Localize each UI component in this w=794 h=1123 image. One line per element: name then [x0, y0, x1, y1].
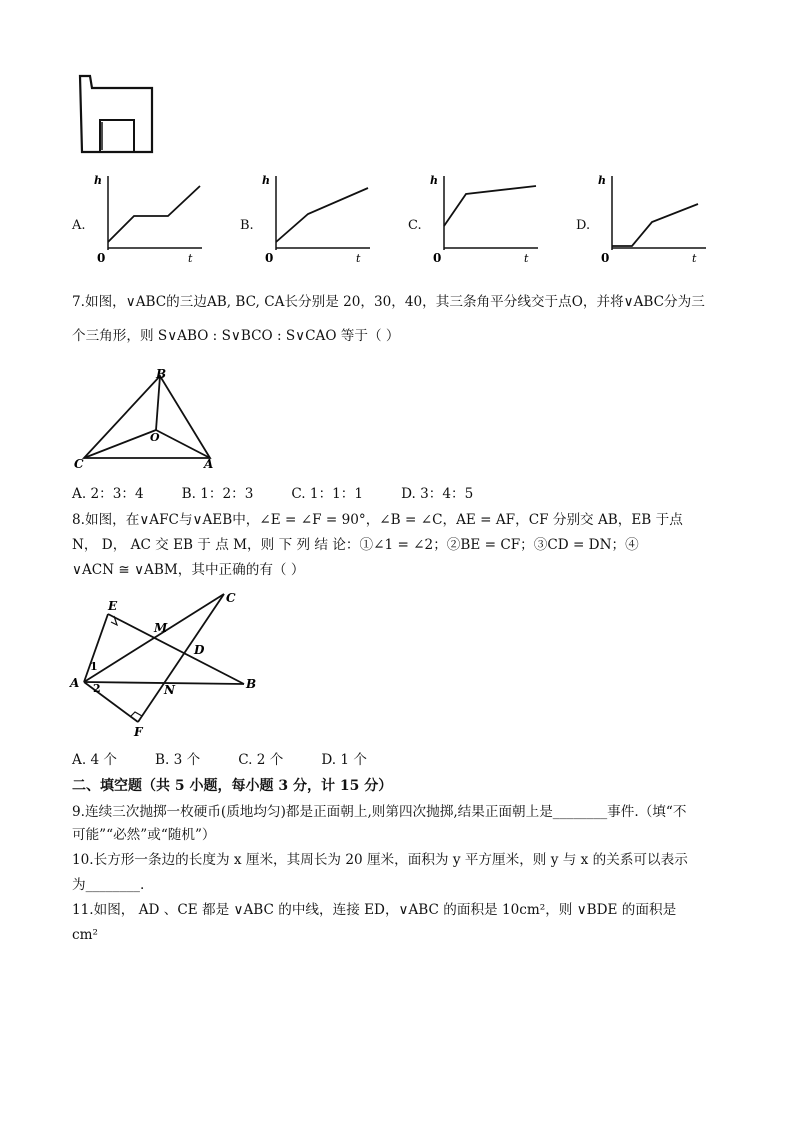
q8-line-3: ∨ACN ≅ ∨ABM，其中正确的有（ ） — [72, 562, 305, 578]
q8-line-2: N， D， AC 交 EB 于 点 M，则 下 列 结 论：①∠1 = ∠2；②BE = CF；③CD = DN；④ — [72, 537, 639, 553]
graph-a — [90, 170, 210, 265]
q8-choices — [72, 750, 405, 770]
label-f: F — [134, 725, 143, 739]
label-c: C — [74, 457, 84, 471]
axis-h-label: h — [262, 174, 270, 187]
option-d-label: D. — [576, 218, 591, 233]
q11-line-1: 11.如图， AD 、CE 都是 ∨ABC 的中线，连接 ED，∨ABC 的面积是 10cm²，则 ∨BDE 的面积是 — [72, 902, 677, 918]
axis-h-label: h — [430, 174, 438, 187]
q7-triangle-figure — [70, 368, 230, 474]
origin-label: 0 — [265, 251, 274, 265]
q8-choice-d: D. 1 个 — [321, 752, 367, 768]
q10-line-2: 为________. — [72, 877, 145, 893]
q11-line-2: cm² — [72, 927, 98, 943]
graph-c — [426, 170, 546, 265]
q7-line-1: 7.如图，∨ABC的三边AB, BC, CA长分别是 20，30，40，其三条角平分线交于点O，并将∨ABC分为三 — [72, 294, 705, 310]
q9-line-1: 9.连续三次抛掷一枚硬币(质地均匀)都是正面朝上,则第四次抛掷,结果正面朝上是________事件.（填“不 — [72, 804, 687, 820]
q9-line-2: 可能”“必然”或“随机”） — [72, 827, 216, 843]
q8-choice-b: B. 3 个 — [155, 752, 201, 768]
q8-choice-c: C. 2 个 — [238, 752, 284, 768]
section-2-heading: 二、填空题（共 5 小题，每小题 3 分，计 15 分） — [72, 778, 393, 794]
origin-label: 0 — [433, 251, 442, 265]
option-a-label: A. — [72, 218, 86, 233]
option-c-label: C. — [408, 218, 422, 233]
axis-t-label: t — [524, 252, 529, 265]
container-sketch — [76, 72, 166, 158]
axis-h-label: h — [94, 174, 102, 187]
label-m: M — [154, 621, 168, 635]
label-e: E — [108, 599, 118, 613]
label-b: B — [246, 677, 257, 691]
q7-choices — [72, 484, 511, 504]
q8-geometry-figure — [68, 586, 264, 744]
origin-label: 0 — [601, 251, 610, 265]
axis-t-label: t — [692, 252, 697, 265]
angle-2-label: 2 — [93, 682, 101, 695]
axis-t-label: t — [188, 252, 193, 265]
angle-1-label: 1 — [90, 660, 98, 673]
q8-line-1: 8.如图，在∨AFC与∨AEB中，∠E = ∠F = 90°，∠B = ∠C，AE = AF，CF 分别交 AB，EB 于点 — [72, 512, 683, 528]
q7-choice-b: B. 1：2：3 — [181, 486, 254, 502]
option-b-label: B. — [240, 218, 254, 233]
q7-choice-d: D. 3：4：5 — [401, 486, 474, 502]
axis-t-label: t — [356, 252, 361, 265]
label-n: N — [164, 683, 175, 697]
axis-h-label: h — [598, 174, 606, 187]
label-a: A — [70, 676, 80, 690]
graph-d — [594, 170, 714, 265]
q10-line-1: 10.长方形一条边的长度为 x 厘米，其周长为 20 厘米，面积为 y 平方厘米，则 y 与 x 的关系可以表示 — [72, 852, 688, 868]
label-c: C — [226, 591, 236, 605]
q8-choice-a: A. 4 个 — [72, 752, 118, 768]
q7-choice-c: C. 1：1：1 — [291, 486, 364, 502]
q7-line-2: 个三角形，则 S∨ABO : S∨BCO : S∨CAO 等于（ ） — [72, 328, 400, 344]
label-b: B — [156, 368, 167, 381]
label-a: A — [204, 457, 214, 471]
label-d: D — [194, 643, 205, 657]
origin-label: 0 — [97, 251, 106, 265]
graph-b — [258, 170, 378, 265]
q7-choice-a: A. 2：3：4 — [72, 486, 144, 502]
label-o: O — [150, 431, 160, 444]
